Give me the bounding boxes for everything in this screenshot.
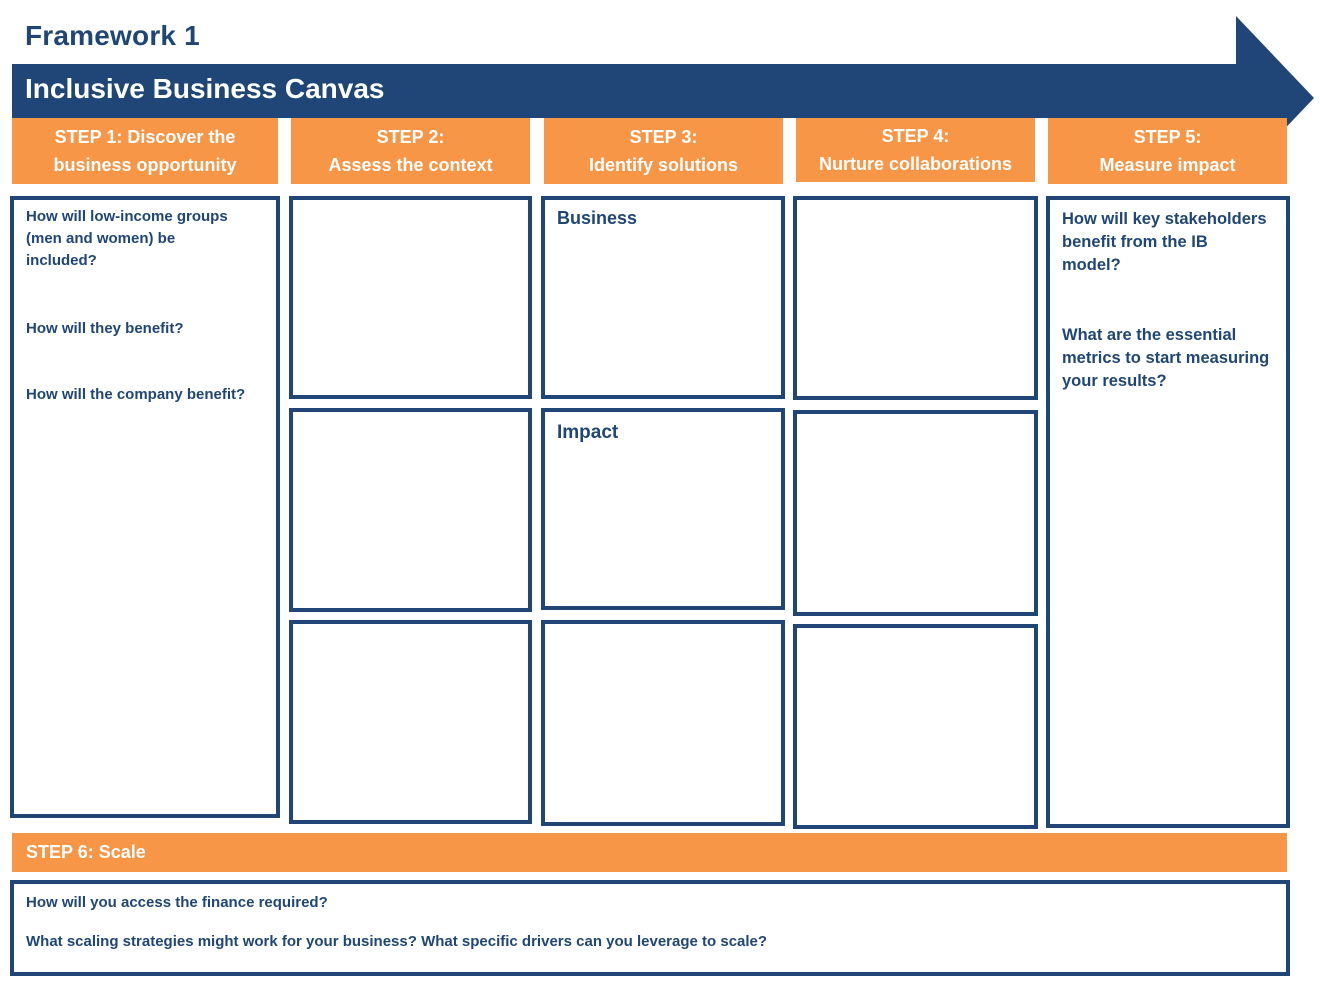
step2-header-line1: STEP 2:	[376, 127, 445, 147]
step5-q1-line2: benefit from the IB	[1062, 233, 1208, 251]
step1-header	[12, 118, 278, 184]
step4-box-top	[793, 196, 1038, 400]
step5-header	[1048, 118, 1287, 184]
step4-header-line2: Nurture collaborations	[818, 154, 1013, 174]
step6-question-scaling: What scaling strategies might work for your business? What specific drivers can you leverage to scale?	[26, 933, 768, 950]
step4-header	[796, 118, 1035, 182]
step5-question-stakeholders	[1062, 208, 1267, 277]
business-label: Business	[557, 208, 638, 228]
framework-label: Framework 1	[25, 20, 200, 51]
step3-header-line2: Identify solutions	[588, 155, 738, 175]
step3-header	[544, 118, 783, 184]
step2-box-top	[289, 196, 532, 399]
step5-header-line1: STEP 5:	[1133, 127, 1202, 147]
step1-header-line1: STEP 1: Discover the	[54, 127, 236, 147]
step4-header-line1: STEP 4:	[881, 126, 950, 146]
step5-q2-line1: What are the essential	[1062, 326, 1237, 344]
step1-question-company: How will the company benefit?	[26, 386, 246, 403]
step3-box-business	[541, 196, 785, 399]
step4-box-bottom	[793, 624, 1038, 829]
step3-box-bottom	[541, 620, 785, 826]
step3-box-impact	[541, 408, 785, 610]
step1-box	[10, 196, 280, 818]
step5-q2-line2: metrics to start measuring	[1062, 349, 1270, 367]
step1-q1-line3: included?	[26, 252, 97, 269]
step2-box-middle	[289, 408, 532, 612]
step5-q1-line3: model?	[1062, 256, 1121, 274]
step2-header-line2: Assess the context	[328, 155, 493, 175]
step5-q2-line3: your results?	[1062, 372, 1167, 390]
step3-header-line1: STEP 3:	[629, 127, 698, 147]
step1-q1-line1: How will low-income groups	[26, 208, 228, 225]
step6-question-finance: How will you access the finance required?	[26, 894, 328, 911]
step5-q1-line1: How will key stakeholders	[1062, 210, 1267, 228]
step6-header: STEP 6: Scale	[12, 833, 1287, 872]
step5-header-line2: Measure impact	[1099, 155, 1236, 175]
impact-label: Impact	[557, 422, 619, 443]
step5-box	[1046, 196, 1290, 828]
step1-header-line2: business opportunity	[53, 155, 237, 175]
step5-question-metrics	[1062, 324, 1269, 393]
step2-header	[291, 118, 530, 184]
step1-question-benefit: How will they benefit?	[26, 320, 184, 337]
step6-box	[10, 880, 1290, 976]
step4-box-middle	[793, 410, 1038, 616]
canvas-title: Inclusive Business Canvas	[25, 73, 385, 104]
step1-q1-line2: (men and women) be	[26, 230, 176, 247]
step2-box-bottom	[289, 620, 532, 824]
step1-question-included	[26, 206, 228, 272]
